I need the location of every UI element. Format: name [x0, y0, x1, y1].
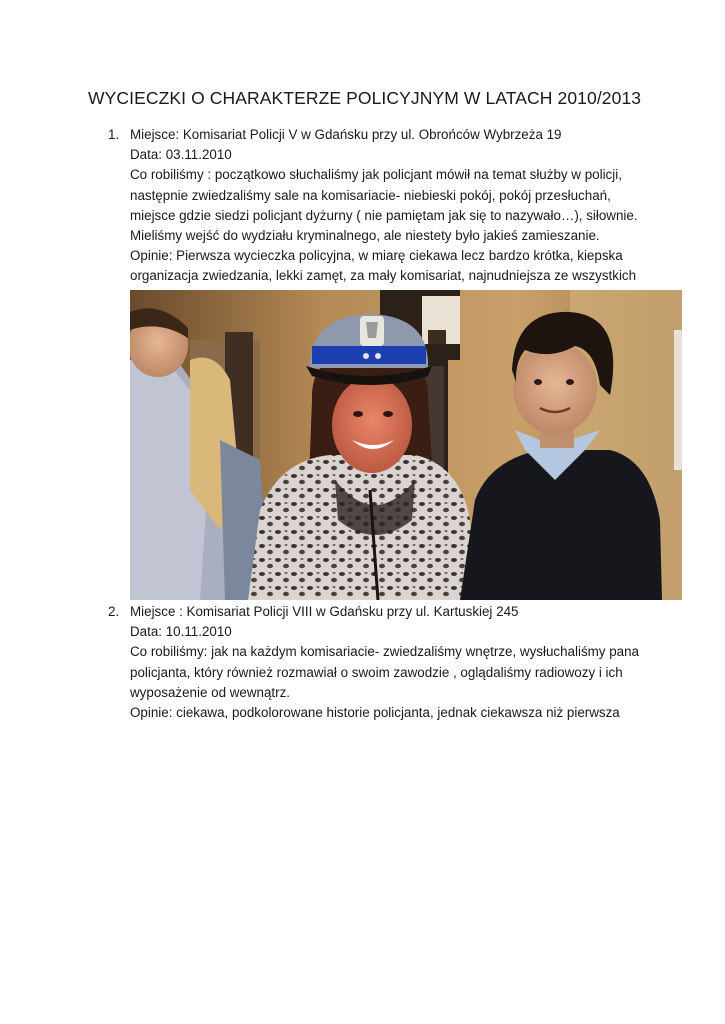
- activity-line-3: miejsce gdzie siedzi policjant dyżurny ( nie pamiętam jak się to nazywało…), siłownie.: [130, 207, 638, 223]
- opinion-line-1: Opinie: ciekawa, podkolorowane historie policjanta, jednak ciekawsza niż pierwsza: [130, 705, 620, 721]
- activity-line-2: następnie zwiedzaliśmy sale na komisariacie- niebieski pokój, pokój przesłuchań,: [130, 187, 611, 203]
- place-line: Miejsce : Komisariat Policji VIII w Gdańsku przy ul. Kartuskiej 245: [130, 604, 519, 619]
- opinion-line-2: organizacja zwiedzania, lekki zamęt, za mały komisariat, najnudniejsza ze wszystkich: [130, 268, 637, 284]
- date-line: Data: 03.11.2010: [130, 147, 232, 163]
- place-line: Miejsce: Komisariat Policji V w Gdańsku przy ul. Obrońców Wybrzeża 19: [130, 127, 562, 142]
- list-item-body: [130, 602, 670, 723]
- activity-line-4: Mieliśmy wejść do wydziału kryminalnego, ale niestety było jakieś zamieszanie.: [130, 228, 600, 244]
- activity-line-3: wyposażenie od wewnątrz.: [130, 684, 291, 700]
- photo-illustration: [130, 290, 682, 600]
- activity-line-1: Co robiliśmy: jak na każdym komisariacie- zwiedzaliśmy wnętrze, wysłuchaliśmy pana: [130, 644, 640, 660]
- list-item-number: 2.: [108, 604, 120, 619]
- list-item-body: [130, 125, 670, 287]
- page-title: WYCIECZKI O CHARAKTERZE POLICYJNYM W LATACH 2010/2013: [88, 88, 642, 108]
- activity-line-1: Co robiliśmy : początkowo słuchaliśmy jak policjant mówił na temat służby w policji,: [130, 167, 622, 183]
- date-line: Data: 10.11.2010: [130, 624, 232, 640]
- activity-line-2: policjanta, który również rozmawiał o swoim zawodzie , oglądaliśmy radiowozy i ich: [130, 664, 623, 680]
- opinion-line-1: Opinie: Pierwsza wycieczka policyjna, w miarę ciekawa lecz bardzo krótka, kiepska: [130, 248, 623, 264]
- list-item-number: 1.: [108, 127, 120, 142]
- group-photo: [130, 290, 682, 600]
